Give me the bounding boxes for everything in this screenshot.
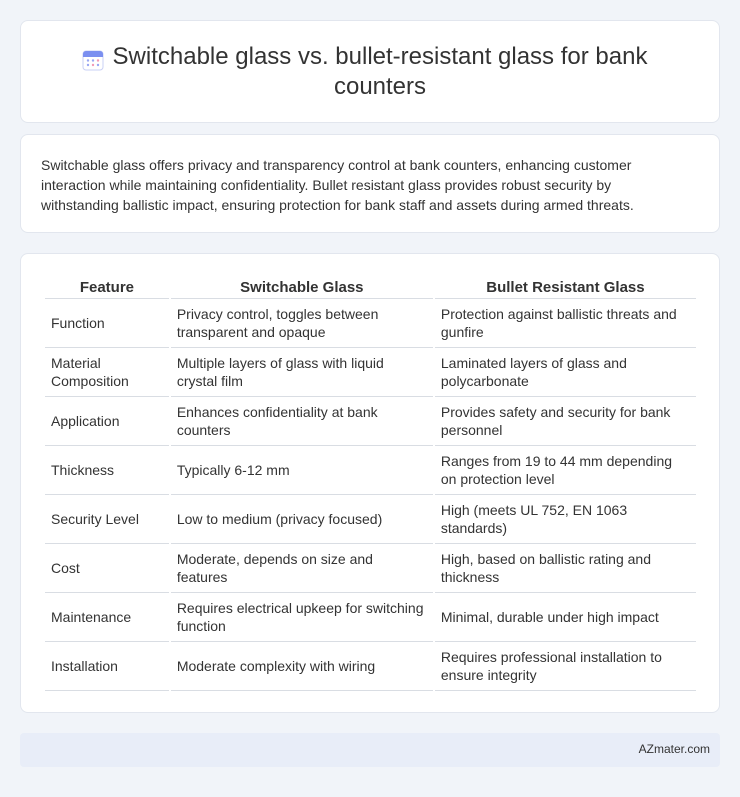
row-bullet-resistant: Laminated layers of glass and polycarbonate [435,348,696,397]
table-row [45,348,696,397]
row-switchable: Multiple layers of glass with liquid crystal film [171,348,433,397]
row-bullet-resistant: Protection against ballistic threats and gunfire [435,299,696,348]
comparison-table [43,277,698,691]
row-switchable: Moderate complexity with wiring [171,642,433,691]
table-row [45,397,696,446]
table-row [45,446,696,495]
table-row [45,495,696,544]
row-feature: Installation [45,642,169,691]
row-switchable: Privacy control, toggles between transparent and opaque [171,299,433,348]
footer-bar [20,733,720,767]
row-feature: Thickness [45,446,169,495]
footer-brand[interactable]: AZmater.com [638,742,710,756]
header-switchable-glass: Switchable Glass [171,277,433,299]
row-switchable: Requires electrical upkeep for switching function [171,593,433,642]
row-bullet-resistant: High, based on ballistic rating and thickness [435,544,696,593]
header-bullet-resistant-glass: Bullet Resistant Glass [435,277,696,299]
table-row [45,544,696,593]
row-feature: Security Level [45,495,169,544]
summary-card [20,134,720,233]
comparison-table-card [20,253,720,713]
row-feature: Maintenance [45,593,169,642]
row-feature: Material Composition [45,348,169,397]
row-bullet-resistant: Requires professional installation to ensure integrity [435,642,696,691]
title-card [20,20,720,123]
row-bullet-resistant: Minimal, durable under high impact [435,593,696,642]
row-feature: Function [45,299,169,348]
table-row [45,299,696,348]
page-title: Switchable glass vs. bullet-resistant glass for bank counters [112,42,648,100]
table-header-row [45,277,696,299]
table-row [45,642,696,691]
row-bullet-resistant: High (meets UL 752, EN 1063 standards) [435,495,696,544]
row-bullet-resistant: Ranges from 19 to 44 mm depending on protection level [435,446,696,495]
row-switchable: Enhances confidentiality at bank counters [171,397,433,446]
row-switchable: Typically 6-12 mm [171,446,433,495]
summary-text: Switchable glass offers privacy and transparency control at bank counters, enhancing customer interaction while maintaining confidentiality. Bullet resistant glass provides robust security by withstanding ballistic impact, ensuring protection for bank staff and assets during armed threats. [41,157,634,213]
row-bullet-resistant: Provides safety and security for bank personnel [435,397,696,446]
row-switchable: Moderate, depends on size and features [171,544,433,593]
table-row [45,593,696,642]
header-feature: Feature [45,277,169,299]
row-feature: Cost [45,544,169,593]
row-feature: Application [45,397,169,446]
row-switchable: Low to medium (privacy focused) [171,495,433,544]
